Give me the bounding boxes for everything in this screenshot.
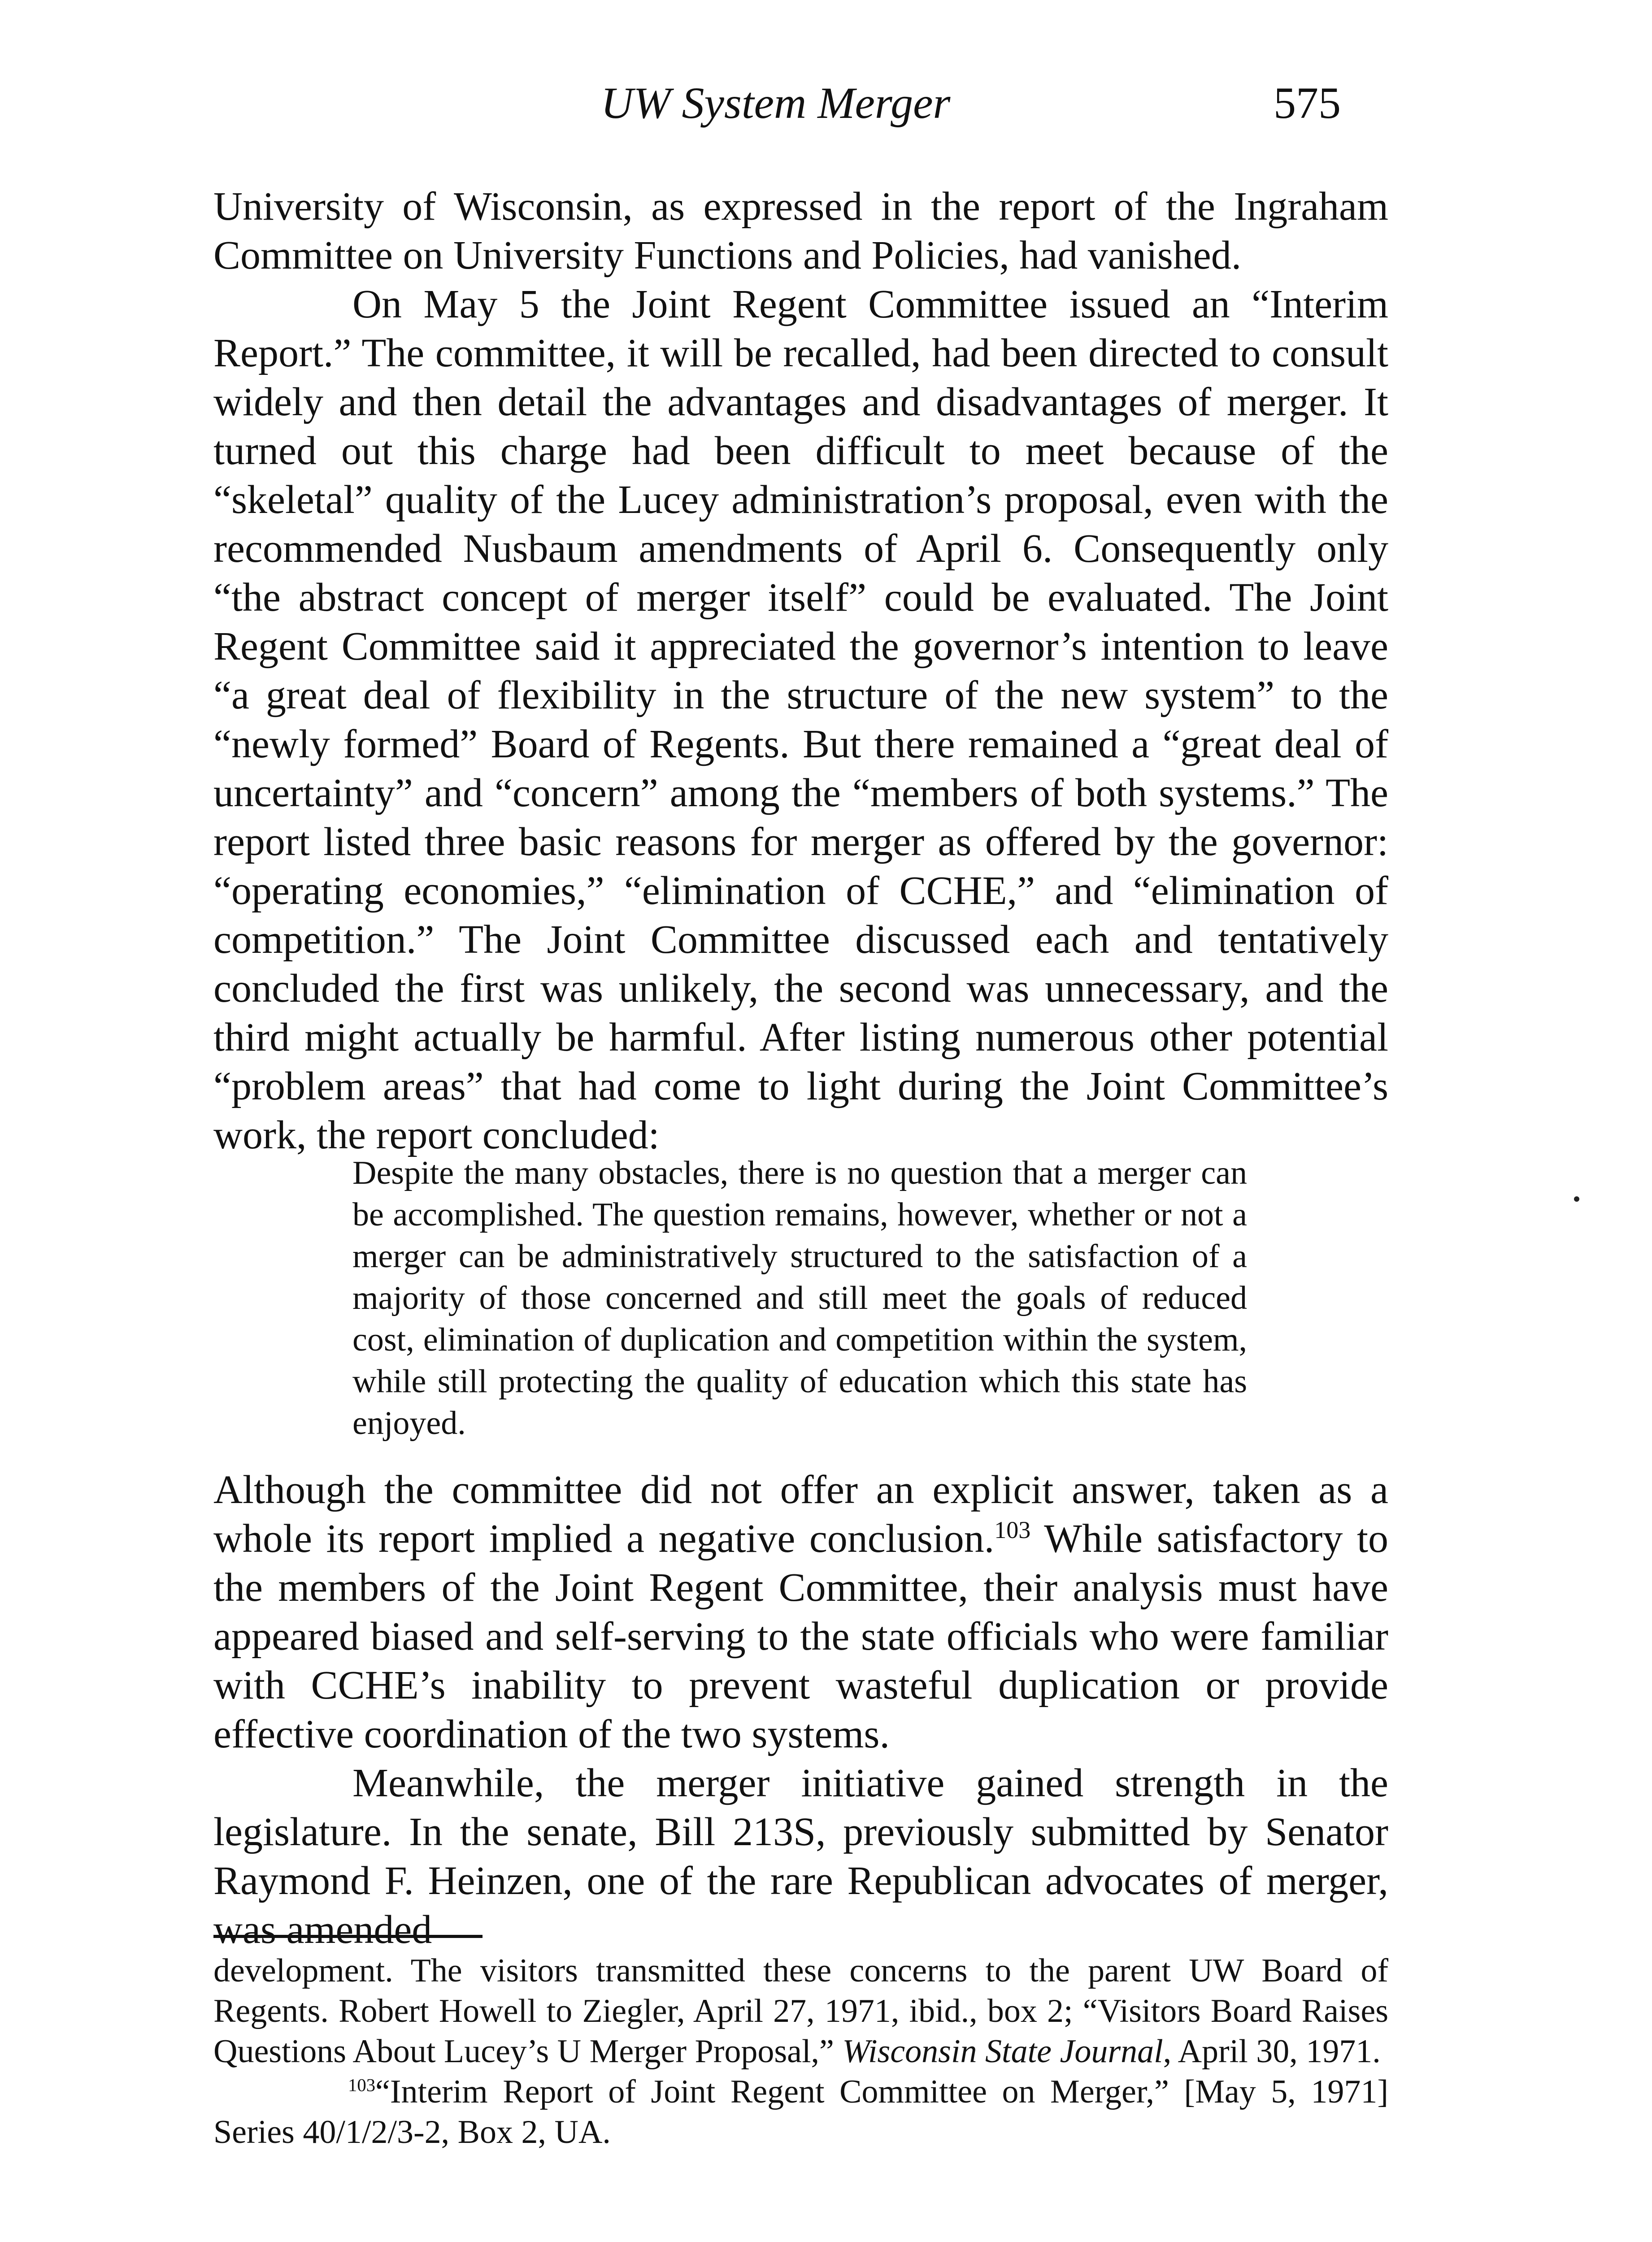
- block-quote: Despite the many obstacles, there is no question that a merger can be accomplished. The question remains, however, whether or not a merger can be administratively structured to the satisfaction of a majority of those concerned and still meet the goals of reduced cost, elimination of duplication and competition within the system, while still protecting the quality of education which this state has enjoyed.: [352, 1155, 1247, 1442]
- body-text-lower: [213, 1465, 1388, 1954]
- paragraph-3: [213, 1465, 1388, 1759]
- footnote-continued-text-b: , April 30, 1971.: [1163, 2033, 1381, 2070]
- running-title: UW System Merger: [601, 78, 951, 128]
- paragraph-3-text-a: Although the committee did not offer an explicit answer, taken as a whole its report implied a negative conclusion.: [213, 1468, 1388, 1561]
- footnote-publication-title: Wisconsin State Journal: [842, 2033, 1163, 2070]
- footnote-103-text: “Interim Report of Joint Regent Committee on Merger,” [May 5, 1971] Series 40/1/2/3-2, Box 2, UA.: [213, 2073, 1388, 2151]
- body-text-upper: [213, 182, 1388, 1160]
- page-number: 575: [1274, 78, 1341, 128]
- paragraph-2: On May 5 the Joint Regent Committee issued an “Interim Report.” The committee, it will be recalled, had been directed to consult widely and then detail the advantages and disadvantages of merger. It turned out this charge had been difficult to meet because of the “skeletal” quality of the Lucey administration’s proposal, even with the recommended Nusbaum amendments of April 6. Consequently only “the abstract concept of merger itself” could be evaluated. The Joint Regent Committee said it appreciated the governor’s intention to leave “a great deal of flexibility in the structure of the new system” to the “newly formed” Board of Regents. But there remained a “great deal of uncertainty” and “concern” among the “members of both systems.” The report listed three basic reasons for merger as offered by the governor: “operating economies,” “elimination of CCHE,” and “elimination of competition.” The Joint Committee discussed each and tentatively concluded the first was unlikely, the second was unnecessary, and the third might actually be harmful. After listing numerous other potential “problem areas” that had come to light during the Joint Committee’s work, the report concluded:: [213, 282, 1388, 1157]
- paragraph-3-text-b: While satisfactory to the members of the Joint Regent Committee, their analysis must have appeared biased and self-serving to the state officials who were familiar with CCHE’s inability to prevent wasteful duplication or provide effective coordination of the two systems.: [213, 1516, 1389, 1756]
- footnote-continued-text-a: development. The visitors transmitted these concerns to the parent UW Board of Regents. Robert Howell to Ziegler, April 27, 1971, ibid., box 2; “Visitors Board Raises Questions About Lucey’s U Merger Proposal,”: [213, 1952, 1388, 2070]
- footnote-continued: [213, 1951, 1388, 2072]
- footnotes: [213, 1951, 1388, 2152]
- paragraph-4: Meanwhile, the merger initiative gained strength in the legislature. In the senate, Bill 213S, previously submitted by Senator Raymond F. Heinzen, one of the rare Republican advocates of merger, was amended: [213, 1761, 1388, 1952]
- footnote-103-number: 103: [348, 2075, 376, 2095]
- stray-ink-dot: [1574, 1196, 1579, 1202]
- footnote-divider: [213, 1935, 483, 1938]
- footnote-103: [213, 2072, 1388, 2152]
- paragraph-1: University of Wisconsin, as expressed in the report of the Ingraham Committee on University Functions and Policies, had vanished.: [213, 184, 1388, 278]
- footnote-reference-103: 103: [994, 1516, 1031, 1543]
